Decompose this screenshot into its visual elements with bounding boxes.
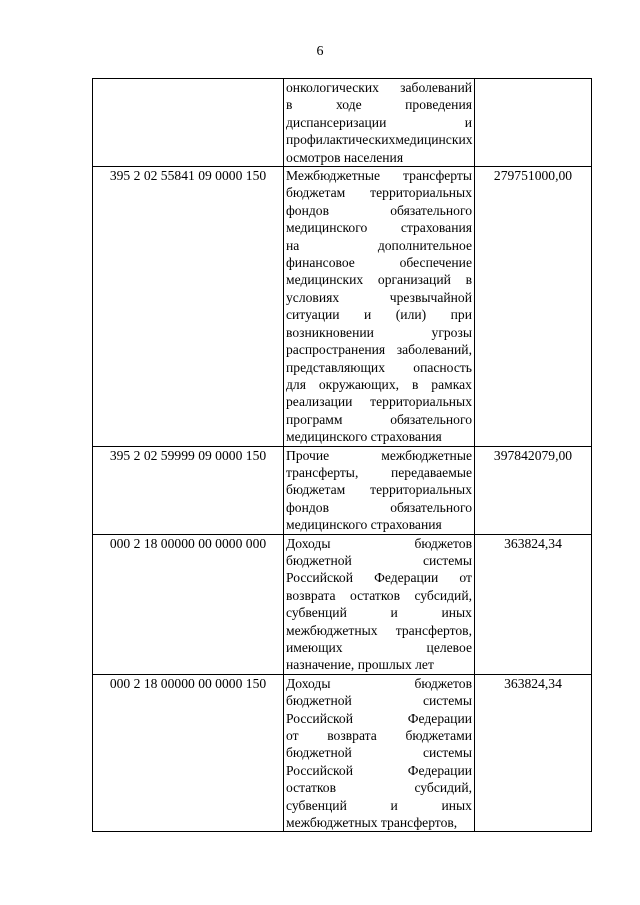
budget-code-cell bbox=[93, 79, 284, 167]
word: медицинских bbox=[286, 272, 364, 288]
word: распространения bbox=[286, 342, 386, 358]
word: системы bbox=[422, 552, 472, 568]
word: трансфертов, bbox=[395, 622, 472, 638]
word: программ bbox=[286, 411, 343, 427]
description-line bbox=[286, 675, 472, 692]
word: в bbox=[411, 376, 419, 392]
word: профилактических bbox=[286, 132, 396, 148]
budget-revenue-table bbox=[92, 78, 592, 832]
amount-cell: 363824,34 bbox=[475, 674, 592, 832]
word: Федерации bbox=[407, 710, 472, 726]
word: возникновении bbox=[286, 324, 374, 340]
description-line bbox=[286, 167, 472, 184]
description-line: межбюджетных трансфертов, bbox=[286, 815, 458, 831]
word: ходе bbox=[335, 97, 362, 113]
description-line bbox=[286, 254, 472, 271]
word: рамках bbox=[431, 376, 472, 392]
word: в bbox=[465, 272, 472, 288]
word: заболеваний, bbox=[396, 342, 472, 358]
word: иных bbox=[441, 797, 472, 813]
word: субсидий, bbox=[414, 587, 472, 603]
description-line bbox=[286, 359, 472, 376]
description-line bbox=[286, 499, 472, 516]
word: территориальных bbox=[370, 482, 472, 498]
word: Прочие bbox=[286, 447, 330, 463]
budget-code-cell: 000 2 18 00000 00 0000 150 bbox=[93, 674, 284, 832]
word: остатков bbox=[286, 780, 337, 796]
word: и bbox=[464, 114, 472, 130]
word: обязательного bbox=[390, 499, 472, 515]
description-line bbox=[286, 184, 472, 201]
word: и bbox=[390, 797, 398, 813]
word: Федерации bbox=[407, 762, 472, 778]
budget-code-cell: 395 2 02 59999 09 0000 150 bbox=[93, 446, 284, 534]
description-line bbox=[286, 604, 472, 621]
word: угрозы bbox=[431, 324, 472, 340]
word: заболеваний bbox=[400, 80, 472, 95]
word: диспансеризации bbox=[286, 114, 387, 130]
word: системы bbox=[422, 693, 472, 709]
table-row bbox=[93, 674, 592, 832]
table-body bbox=[93, 79, 592, 832]
word: Федерации bbox=[374, 570, 439, 586]
description-line bbox=[286, 622, 472, 639]
description-line bbox=[286, 341, 472, 358]
description-cell bbox=[284, 534, 475, 674]
word: возврата bbox=[327, 728, 377, 744]
description-line bbox=[286, 114, 472, 131]
word: (или) bbox=[395, 307, 427, 323]
word: бюджетной bbox=[286, 745, 352, 761]
word: от bbox=[459, 570, 472, 586]
word: Межбюджетные bbox=[286, 168, 381, 184]
word: бюджетами bbox=[405, 728, 472, 744]
table-row bbox=[93, 167, 592, 447]
word: возврата bbox=[286, 587, 336, 603]
table-row bbox=[93, 446, 592, 534]
word: обеспечение bbox=[399, 255, 472, 271]
word: чрезвычайной bbox=[389, 289, 472, 305]
word: и bbox=[390, 605, 398, 621]
description-line: назначение, прошлых лет bbox=[286, 657, 434, 673]
word: субвенций bbox=[286, 797, 347, 813]
description-cell bbox=[284, 79, 475, 167]
description-line: медицинского страхования bbox=[286, 517, 442, 533]
word: иных bbox=[441, 605, 472, 621]
word: для bbox=[286, 376, 306, 392]
word: Российской bbox=[286, 570, 353, 586]
word: бюджетам bbox=[286, 185, 346, 201]
word: представляющих bbox=[286, 359, 385, 375]
word: проведения bbox=[405, 97, 472, 113]
description-line bbox=[286, 79, 472, 96]
word: обязательного bbox=[390, 411, 472, 427]
word: бюджетной bbox=[286, 693, 352, 709]
amount-cell bbox=[475, 79, 592, 167]
description-cell bbox=[284, 446, 475, 534]
word: остатков bbox=[349, 587, 400, 603]
word: территориальных bbox=[370, 185, 472, 201]
description-line bbox=[286, 692, 472, 709]
description-cell bbox=[284, 674, 475, 832]
word: Российской bbox=[286, 762, 353, 778]
description-line bbox=[286, 587, 472, 604]
word: медицинского bbox=[286, 220, 368, 236]
description-line bbox=[286, 481, 472, 498]
word: от bbox=[286, 728, 299, 744]
description-line bbox=[286, 797, 472, 814]
word: субвенций bbox=[286, 605, 347, 621]
description-line bbox=[286, 552, 472, 569]
word: онкологических bbox=[286, 80, 379, 95]
description-line bbox=[286, 710, 472, 727]
word: межбюджетных bbox=[286, 622, 378, 638]
description-line bbox=[286, 376, 472, 393]
word: условиях bbox=[286, 289, 340, 305]
description-line bbox=[286, 393, 472, 410]
description-line bbox=[286, 202, 472, 219]
description-line bbox=[286, 535, 472, 552]
word: финансовое bbox=[286, 255, 355, 271]
word: обязательного bbox=[390, 202, 472, 218]
word: в bbox=[286, 97, 293, 113]
word: субсидий, bbox=[414, 780, 472, 796]
word: на bbox=[286, 237, 300, 253]
word: системы bbox=[422, 745, 472, 761]
description-line bbox=[286, 639, 472, 656]
amount-cell: 279751000,00 bbox=[475, 167, 592, 447]
description-line bbox=[286, 411, 472, 428]
description-line bbox=[286, 779, 472, 796]
word: дополнительное bbox=[377, 237, 472, 253]
word: медицинских bbox=[395, 132, 473, 148]
word: при bbox=[450, 307, 472, 323]
amount-cell: 397842079,00 bbox=[475, 446, 592, 534]
word: реализации bbox=[286, 394, 353, 410]
word: территориальных bbox=[370, 394, 472, 410]
description-line bbox=[286, 569, 472, 586]
word: бюджетной bbox=[286, 552, 352, 568]
description-line bbox=[286, 762, 472, 779]
description-line bbox=[286, 219, 472, 236]
table-row bbox=[93, 79, 592, 167]
word: ситуации bbox=[286, 307, 340, 323]
description-line bbox=[286, 306, 472, 323]
description-line bbox=[286, 271, 472, 288]
word: опасность bbox=[413, 359, 472, 375]
word: передаваемые bbox=[391, 464, 472, 480]
word: имеющих bbox=[286, 640, 343, 655]
description-cell bbox=[284, 167, 475, 447]
word: организаций bbox=[377, 272, 451, 288]
word: и bbox=[364, 307, 372, 323]
budget-code-cell: 395 2 02 55841 09 0000 150 bbox=[93, 167, 284, 447]
amount-cell: 363824,34 bbox=[475, 534, 592, 674]
description-line bbox=[286, 324, 472, 341]
description-line bbox=[286, 727, 472, 744]
description-line bbox=[286, 96, 472, 113]
description-line bbox=[286, 131, 472, 148]
word: страхования bbox=[400, 220, 472, 236]
budget-code-cell: 000 2 18 00000 00 0000 000 bbox=[93, 534, 284, 674]
word: Доходы bbox=[286, 675, 331, 691]
description-line bbox=[286, 744, 472, 761]
description-line bbox=[286, 237, 472, 254]
word: фондов bbox=[286, 202, 330, 218]
word: трансферты, bbox=[286, 464, 359, 480]
description-line: медицинского страхования bbox=[286, 429, 442, 445]
description-line bbox=[286, 289, 472, 306]
word: бюджетов bbox=[414, 535, 472, 551]
word: бюджетам bbox=[286, 482, 346, 498]
word: целевое bbox=[426, 640, 472, 655]
word: бюджетов bbox=[414, 675, 472, 691]
description-line: осмотров населения bbox=[286, 149, 404, 165]
word: Доходы bbox=[286, 535, 331, 551]
word: межбюджетные bbox=[381, 447, 472, 463]
page-number: 6 bbox=[316, 44, 324, 59]
description-line bbox=[286, 447, 472, 464]
word: трансферты bbox=[403, 168, 472, 184]
word: Российской bbox=[286, 710, 353, 726]
description-line bbox=[286, 464, 472, 481]
word: окружающих, bbox=[318, 376, 400, 392]
word: фондов bbox=[286, 499, 330, 515]
table-row bbox=[93, 534, 592, 674]
